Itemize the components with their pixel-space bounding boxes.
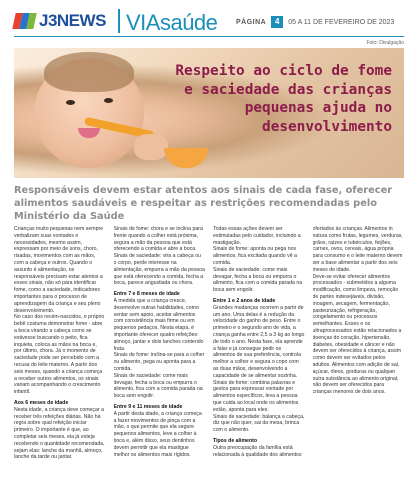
masthead-divider xyxy=(118,9,120,33)
paragraph: Crianças muito pequenas nem sempre verbalizam suas vontades e necessidades, mesmo assim, expressam por meio de sons, choro, risadas, movimentos com as mãos, com a cabeça e outros. Quando o assunto é alimentação, os responsáveis precisam estar atentos a esses sinais, não só para identificar fome, como a saciedade, indicadores importantes para o processo de aprendizagem da criança e seu pleno desenvolvimento. xyxy=(14,226,104,314)
paragraph: Outra preocupação da família está relacionada à qualidade dos alimentos xyxy=(213,444,302,458)
article-column-1 xyxy=(14,226,106,476)
hero-photo xyxy=(14,48,404,178)
paragraph: Nesta idade, a criança deve começar a receber três refeições diárias. Não há regra sobre qual refeição iniciar primeiro. O importante é que, ao completar seis meses, ela já esteja recebendo o quantidade recomendada, sejam elas: lanche da manhã, almoço, lanche da tarde ou jantar. xyxy=(14,406,105,461)
paragraph: Sinais de fome: chora e se inclina para frente quando a colher está próxima, segura a mão da pessoa que está oferecendo a comida e abre a boca. xyxy=(113,226,203,253)
section-title: VIAsaúde xyxy=(126,10,218,35)
paragraph: Todas essas ações devem ser estimuladas pelo cuidador, incluindo a mastigação. xyxy=(213,226,301,246)
paragraph: Sinais de saciedade: balança a cabeça, diz que não quer, sai da mesa, brinca com o alimento. xyxy=(213,413,305,434)
section-heading: Entre 7 e 8 meses de idade xyxy=(113,291,180,298)
paragraph: Sinais de saciedade: come mais devagar, fecha a boca ou empurra o alimento, fica com a comida parada na boca sem engolir. xyxy=(113,372,203,400)
j3news-logo[interactable] xyxy=(14,10,106,32)
photo-credit: Foto: Divulgação xyxy=(366,40,404,46)
paragraph: ofertados às crianças. Alimentos in natura como frutas, legumes, verduras, grãos, raízes e tubérculos, feijões, carnes, ovos, cereais, água própria para consumo e o leite materno devem ser a base alimentar a partir dos seis meses de idade. xyxy=(312,226,403,273)
paragraph: Sinais de fome: inclina-se para a colher ou alimento, pega ou aponta para a comida. xyxy=(113,352,205,372)
j3-logo-icon xyxy=(14,11,36,31)
article-column-2 xyxy=(114,226,206,476)
page-info xyxy=(236,16,394,28)
paragraph: Sinais de fome: combina palavras e gestos para expressar vontade por alimentos específicos, leva a pessoa que cuida ao local onde os alimentos estão, aponta para eles. xyxy=(213,379,299,413)
paragraph: A partir desta idade, a criança começa a fazer movimentos de pinça com a mão, o que permite que ela segure pequenos alimentos, leve a colher à boca e, além disso, seus dentinhos devem permitir que ela mastigue melhor os alimentos mais rígidos. xyxy=(113,410,202,458)
masthead xyxy=(0,0,416,46)
article-column-3 xyxy=(213,226,305,476)
section-heading: Tipos de alimento xyxy=(213,437,258,444)
page-label: PÁGINA xyxy=(236,18,267,26)
paragraph: Deve-se evitar oferecer alimentos processados - submetidos a alguma modificação, como limpeza, remoção de partes indesejáveis, divisão, moagem, secagem, fermentação, pasteurização, refrigeração, congelamento ou processos semelhantes. Esses e os ultraprocessados estão relacionados a doenças do coração, hipertensão, diabetes, obesidade e câncer e não devem ser oferecidos à criança, assim como devem ser evitados pelos adultos. Alimentos com adição de sal, açúcar, óleos, gorduras ou qualquer outra substância ao alimento original, não devem ser oferecidos para crianças menores de dois anos. xyxy=(312,273,402,396)
article-column-4 xyxy=(313,226,405,476)
paragraph: Sinais de fome: aponta ou pega nos alimentos, fica excitada quando vê a comida. xyxy=(213,246,297,266)
section-heading: Aos 6 meses de idade xyxy=(14,399,69,406)
paragraph: À medida que a criança cresce, desenvolve outras habilidades, como sentar sem apoio, aceitar alimentos com consistência mais firme ou em pequenos pedaços. Nesta etapa, é importante oferecer quatro refeições: almoço, jantar e dois lanches contendo fruta. xyxy=(113,297,204,352)
logo-text: J3NEWS xyxy=(39,11,106,30)
bowl-icon xyxy=(164,148,208,168)
date-range: 05 A 11 DE FEVEREIRO DE 2023 xyxy=(288,18,395,26)
headline: Respeito ao ciclo de fome e saciedade das crianças pequenas ajuda no desenvolvimento xyxy=(175,63,392,135)
paragraph: Grandes mudanças ocorrem a partir de um ano. Uma delas é a redução da velocidade do ganho de peso. Entre o primeiro e o segundo ano de vida, a criança ganha entre 2,5 a 3 kg ao longo de todo o ano. Nesta fase, ela aprende a falar e já consegue pedir os alimentos de sua preferência, controla melhor a colher e segura o copo com as duas mãos, desenvolvendo a capacidade de se alimentar sozinha. xyxy=(213,304,305,379)
subheadline: Responsáveis devem estar atentos aos sinais de cada fase, oferecer alimentos saudáveis e respeitar as restrições recomendadas pelo Ministério da Saúde xyxy=(14,185,393,222)
paragraph: Sinais de saciedade: come mais devagar, fecha a boca ou empurra o alimento, fica com a comida parada na boca sem engolir. xyxy=(213,266,303,294)
paragraph: No caso dos recém-nascidos, o próprio bebê costuma demonstrar fome - abre a boca virando a cabeça como se estivesse buscando o peito, fica inquieta, coloca as mãos na boca e, por último, chora. Já o momento de saciedade pode ser percebido com a recusa do leite materno. A partir dos seis meses, quando a criança começa a receber outros alimentos, os sinais variam acompanhando o crescimento infantil. xyxy=(14,314,105,396)
article-body xyxy=(14,226,404,476)
section-heading: Entre 1 e 2 anos de idade xyxy=(213,297,276,304)
section-heading: Entre 9 e 11 meses de idade xyxy=(113,403,183,410)
masthead-rule xyxy=(14,36,404,37)
paragraph: Sinais de saciedade: vira a cabeça ou o corpo, perde interesse na alimentação, empurra a mão da pessoa que está oferecendo a comida, fecha a boca, parece angustiada ou chora. xyxy=(113,253,205,287)
page-number: 4 xyxy=(271,16,283,28)
